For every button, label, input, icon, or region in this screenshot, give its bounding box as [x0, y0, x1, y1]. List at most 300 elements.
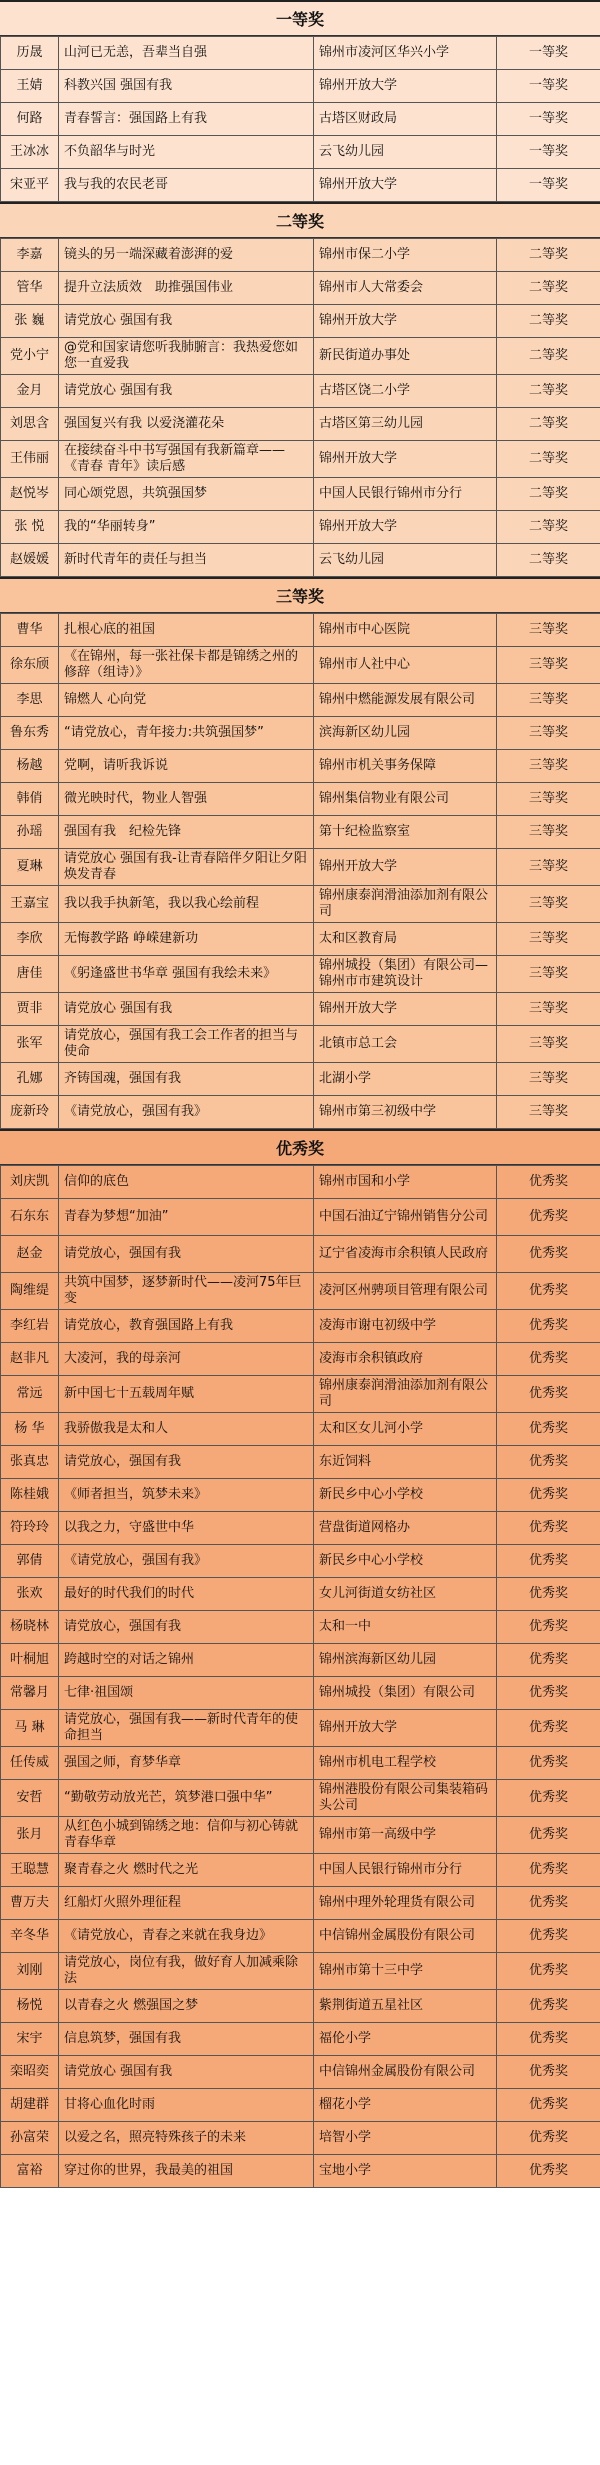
table-row: [1, 1611, 600, 1644]
table-row: [1, 956, 600, 993]
table-row: [1, 886, 600, 923]
winner-name: 杨悦: [1, 1990, 59, 2023]
winner-name: 孙富荣: [1, 2122, 59, 2155]
work-unit: 锦州中理外轮理货有限公司: [314, 1887, 497, 1920]
work-title: 强国之师，育梦华章: [59, 1747, 314, 1780]
award-level: 优秀奖: [497, 1166, 600, 1199]
table-row: [1, 1096, 600, 1129]
work-title: 七律·祖国颂: [59, 1677, 314, 1710]
award-level: 优秀奖: [497, 2023, 600, 2056]
award-level: 一等奖: [497, 103, 600, 136]
table-row: [1, 647, 600, 684]
work-title: 扎根心底的祖国: [59, 614, 314, 647]
award-level: 优秀奖: [497, 1512, 600, 1545]
award-level: 优秀奖: [497, 1479, 600, 1512]
winner-name: 辛冬华: [1, 1920, 59, 1953]
work-title: 强国复兴有我 以爱浇灌花朵: [59, 408, 314, 441]
work-title: 我与我的农民老哥: [59, 169, 314, 202]
work-title: 《在锦州，每一张社保卡都是锦绣之州的修辞（组诗）》: [59, 647, 314, 684]
table-row: [1, 1780, 600, 1817]
work-title: 甘将心血化时雨: [59, 2089, 314, 2122]
award-level: 优秀奖: [497, 1710, 600, 1747]
award-level: 二等奖: [497, 478, 600, 511]
work-title: 我骄傲我是太和人: [59, 1413, 314, 1446]
winner-name: 鲁东秀: [1, 717, 59, 750]
winner-name: 石东东: [1, 1199, 59, 1236]
work-title: 科教兴国 强国有我: [59, 70, 314, 103]
winner-name: 赵悦岑: [1, 478, 59, 511]
work-title: 请党放心 强国有我: [59, 375, 314, 408]
work-unit: 云飞幼儿园: [314, 544, 497, 577]
work-title: 齐铸国魂，强国有我: [59, 1063, 314, 1096]
work-title: 请党放心，强国有我工会工作者的担当与使命: [59, 1026, 314, 1063]
work-unit: 第十纪检监察室: [314, 816, 497, 849]
work-unit: 锦州开放大学: [314, 1710, 497, 1747]
work-unit: 营盘街道网格办: [314, 1512, 497, 1545]
winner-name: 陶维缇: [1, 1273, 59, 1310]
winner-name: 李嘉: [1, 239, 59, 272]
winner-name: 宋宇: [1, 2023, 59, 2056]
work-title: 以爱之名，照亮特殊孩子的未来: [59, 2122, 314, 2155]
work-unit: 北湖小学: [314, 1063, 497, 1096]
work-unit: 锦州开放大学: [314, 169, 497, 202]
work-unit: 锦州市第一高级中学: [314, 1817, 497, 1854]
winner-name: 赵金: [1, 1236, 59, 1273]
work-title: 请党放心，强国有我: [59, 1611, 314, 1644]
work-title: 以青春之火 燃强国之梦: [59, 1990, 314, 2023]
work-unit: 太和一中: [314, 1611, 497, 1644]
work-unit: 新民街道办事处: [314, 338, 497, 375]
award-level: 三等奖: [497, 684, 600, 717]
work-title: 共筑中国梦，逐梦新时代——凌河75年巨变: [59, 1273, 314, 1310]
work-unit: 锦州市第三初级中学: [314, 1096, 497, 1129]
award-level: 一等奖: [497, 70, 600, 103]
table-row: [1, 923, 600, 956]
work-unit: 凌海市谢屯初级中学: [314, 1310, 497, 1343]
work-unit: 培智小学: [314, 2122, 497, 2155]
award-level: 三等奖: [497, 886, 600, 923]
table-row: [1, 1677, 600, 1710]
work-unit: 古塔区第三幼儿园: [314, 408, 497, 441]
award-level: 一等奖: [497, 136, 600, 169]
work-title: “勤敬劳动放光芒，筑梦港口强中华”: [59, 1780, 314, 1817]
award-level: 优秀奖: [497, 1780, 600, 1817]
work-title: 微光映时代，物业人智强: [59, 783, 314, 816]
work-title: 最好的时代我们的时代: [59, 1578, 314, 1611]
work-unit: 锦州中燃能源发展有限公司: [314, 684, 497, 717]
table-row: [1, 338, 600, 375]
award-level: 三等奖: [497, 1063, 600, 1096]
work-title: 《请党放心，青春之来就在我身边》: [59, 1920, 314, 1953]
award-level: 三等奖: [497, 1026, 600, 1063]
award-level: 二等奖: [497, 408, 600, 441]
award-level: 一等奖: [497, 169, 600, 202]
work-unit: 锦州市人社中心: [314, 647, 497, 684]
work-title: 我的“华丽转身”: [59, 511, 314, 544]
winner-name: 叶桐旭: [1, 1644, 59, 1677]
award-level: 优秀奖: [497, 1644, 600, 1677]
work-unit: 锦州市人大常委会: [314, 272, 497, 305]
winner-name: 曹万夫: [1, 1887, 59, 1920]
table-row: [1, 1512, 600, 1545]
award-level: 三等奖: [497, 849, 600, 886]
award-level: 三等奖: [497, 956, 600, 993]
work-title: 镜头的另一端深藏着澎湃的爱: [59, 239, 314, 272]
table-row: [1, 1854, 600, 1887]
work-title: 《请党放心，强国有我》: [59, 1545, 314, 1578]
winner-name: 马 琳: [1, 1710, 59, 1747]
table-row: [1, 103, 600, 136]
work-unit: 凌海市余积镇政府: [314, 1343, 497, 1376]
winner-name: 管华: [1, 272, 59, 305]
work-title: “请党放心，青年接力:共筑强国梦”: [59, 717, 314, 750]
award-level: 优秀奖: [497, 1273, 600, 1310]
work-title: 新时代青年的责任与担当: [59, 544, 314, 577]
winner-name: 王嘉宝: [1, 886, 59, 923]
winner-name: 符玲玲: [1, 1512, 59, 1545]
work-title: 青春为梦想“加油”: [59, 1199, 314, 1236]
winner-name: 杨 华: [1, 1413, 59, 1446]
work-title: 《躬逢盛世书华章 强国有我绘未来》: [59, 956, 314, 993]
table-row: [1, 169, 600, 202]
winner-name: 任传威: [1, 1747, 59, 1780]
winner-name: 常远: [1, 1376, 59, 1413]
award-level: 优秀奖: [497, 1199, 600, 1236]
work-unit: 锦州市机电工程学校: [314, 1747, 497, 1780]
work-unit: 锦州康泰润滑油添加剂有限公司: [314, 1376, 497, 1413]
table-row: [1, 2089, 600, 2122]
work-unit: 锦州开放大学: [314, 305, 497, 338]
winner-name: 党小宁: [1, 338, 59, 375]
work-unit: 锦州开放大学: [314, 70, 497, 103]
work-unit: 锦州市凌河区华兴小学: [314, 37, 497, 70]
work-unit: 福伦小学: [314, 2023, 497, 2056]
work-title: 锦燃人 心向党: [59, 684, 314, 717]
winner-name: 刘思含: [1, 408, 59, 441]
winner-name: 庞新玲: [1, 1096, 59, 1129]
winner-name: 韩俏: [1, 783, 59, 816]
award-level: 二等奖: [497, 441, 600, 478]
award-level: 优秀奖: [497, 1611, 600, 1644]
table-row: [1, 1747, 600, 1780]
work-unit: 锦州市机关事务保障: [314, 750, 497, 783]
work-unit: 辽宁省凌海市余积镇人民政府: [314, 1236, 497, 1273]
work-title: 强国有我 纪检先锋: [59, 816, 314, 849]
table-row: [1, 305, 600, 338]
work-unit: 锦州集信物业有限公司: [314, 783, 497, 816]
work-unit: 凌河区州骋项目管理有限公司: [314, 1273, 497, 1310]
work-unit: 锦州市中心医院: [314, 614, 497, 647]
winner-name: 李红岩: [1, 1310, 59, 1343]
work-unit: 中国人民银行锦州市分行: [314, 1854, 497, 1887]
work-title: 聚青春之火 燃时代之光: [59, 1854, 314, 1887]
table-row: [1, 614, 600, 647]
winner-name: 唐佳: [1, 956, 59, 993]
winner-name: 张军: [1, 1026, 59, 1063]
table-row: [1, 1953, 600, 1990]
award-level: 优秀奖: [497, 1545, 600, 1578]
award-level: 优秀奖: [497, 1376, 600, 1413]
table-row: [1, 70, 600, 103]
work-title: 请党放心 强国有我: [59, 993, 314, 1026]
award-level: 优秀奖: [497, 1887, 600, 1920]
work-title: 山河已无恙，吾辈当自强: [59, 37, 314, 70]
work-unit: 女儿河街道女纺社区: [314, 1578, 497, 1611]
winner-name: 夏琳: [1, 849, 59, 886]
work-unit: 锦州开放大学: [314, 849, 497, 886]
award-level: 优秀奖: [497, 1817, 600, 1854]
table-row: [1, 1479, 600, 1512]
winner-name: 李思: [1, 684, 59, 717]
winner-name: 徐东颀: [1, 647, 59, 684]
award-level: 三等奖: [497, 717, 600, 750]
work-title: 《请党放心，强国有我》: [59, 1096, 314, 1129]
winner-name: 富裕: [1, 2155, 59, 2188]
award-level: 优秀奖: [497, 2056, 600, 2089]
work-title: @党和国家请您听我肺腑言：我热爱您如您一直爱我: [59, 338, 314, 375]
table-row: [1, 544, 600, 577]
table-row: [1, 717, 600, 750]
work-title: 请党放心，强国有我: [59, 1236, 314, 1273]
section-title: 优秀奖: [0, 1129, 600, 1165]
work-title: 请党放心，强国有我: [59, 1446, 314, 1479]
table-row: [1, 1545, 600, 1578]
winner-name: 张 悦: [1, 511, 59, 544]
award-section: [0, 577, 600, 1129]
winner-name: 宋亚平: [1, 169, 59, 202]
winner-name: 杨晓林: [1, 1611, 59, 1644]
work-title: 同心颂党恩，共筑强国梦: [59, 478, 314, 511]
work-title: 从红色小城到锦绣之地：信仰与初心铸就青春华章: [59, 1817, 314, 1854]
award-level: 优秀奖: [497, 2155, 600, 2188]
work-unit: 新民乡中心小学校: [314, 1479, 497, 1512]
work-unit: 滨海新区幼儿园: [314, 717, 497, 750]
table-row: [1, 684, 600, 717]
table-row: [1, 849, 600, 886]
work-title: 在接续奋斗中书写强国有我新篇章——《青春 青年》读后感: [59, 441, 314, 478]
table-row: [1, 1063, 600, 1096]
section-title: 一等奖: [0, 0, 600, 36]
winner-name: 栾昭奕: [1, 2056, 59, 2089]
award-level: 优秀奖: [497, 1446, 600, 1479]
work-title: 新中国七十五载周年赋: [59, 1376, 314, 1413]
award-level: 二等奖: [497, 375, 600, 408]
award-level: 优秀奖: [497, 1578, 600, 1611]
work-unit: 新民乡中心小学校: [314, 1545, 497, 1578]
work-unit: 太和区教育局: [314, 923, 497, 956]
award-table: [0, 36, 600, 202]
work-title: 青春誓言：强国路上有我: [59, 103, 314, 136]
award-section: [0, 202, 600, 577]
award-level: 二等奖: [497, 239, 600, 272]
work-title: 信息筑梦，强国有我: [59, 2023, 314, 2056]
table-row: [1, 1920, 600, 1953]
award-level: 二等奖: [497, 272, 600, 305]
table-row: [1, 1343, 600, 1376]
work-title: 穿过你的世界，我最美的祖国: [59, 2155, 314, 2188]
award-level: 二等奖: [497, 544, 600, 577]
table-row: [1, 1887, 600, 1920]
award-table: [0, 1165, 600, 2188]
award-section: [0, 1129, 600, 2188]
work-unit: 锦州滨海新区幼儿园: [314, 1644, 497, 1677]
winner-name: 赵非凡: [1, 1343, 59, 1376]
award-level: 优秀奖: [497, 1953, 600, 1990]
table-row: [1, 478, 600, 511]
work-unit: 锦州开放大学: [314, 441, 497, 478]
winner-name: 曹华: [1, 614, 59, 647]
table-row: [1, 511, 600, 544]
table-row: [1, 1199, 600, 1236]
award-level: 三等奖: [497, 783, 600, 816]
work-unit: 中国人民银行锦州市分行: [314, 478, 497, 511]
award-level: 三等奖: [497, 750, 600, 783]
award-level: 优秀奖: [497, 1413, 600, 1446]
table-row: [1, 239, 600, 272]
work-title: 请党放心，强国有我——新时代青年的使命担当: [59, 1710, 314, 1747]
work-unit: 锦州开放大学: [314, 511, 497, 544]
table-row: [1, 1166, 600, 1199]
table-row: [1, 1446, 600, 1479]
award-section: [0, 0, 600, 202]
table-row: [1, 1310, 600, 1343]
work-unit: 锦州市第十三中学: [314, 1953, 497, 1990]
winner-name: 胡建群: [1, 2089, 59, 2122]
table-row: [1, 1026, 600, 1063]
award-level: 优秀奖: [497, 2122, 600, 2155]
work-unit: 云飞幼儿园: [314, 136, 497, 169]
award-level: 优秀奖: [497, 1236, 600, 1273]
award-table: [0, 613, 600, 1129]
table-row: [1, 1817, 600, 1854]
work-unit: 东近饲料: [314, 1446, 497, 1479]
award-level: 三等奖: [497, 647, 600, 684]
work-unit: 古塔区饶二小学: [314, 375, 497, 408]
work-title: 红船灯火照外理征程: [59, 1887, 314, 1920]
winner-name: 金月: [1, 375, 59, 408]
winner-name: 何路: [1, 103, 59, 136]
table-row: [1, 1644, 600, 1677]
award-level: 优秀奖: [497, 1343, 600, 1376]
winner-name: 安哲: [1, 1780, 59, 1817]
table-row: [1, 750, 600, 783]
winner-name: 王伟丽: [1, 441, 59, 478]
table-row: [1, 1236, 600, 1273]
winner-name: 孙瑶: [1, 816, 59, 849]
work-unit: 古塔区财政局: [314, 103, 497, 136]
table-row: [1, 1990, 600, 2023]
award-level: 优秀奖: [497, 1310, 600, 1343]
table-row: [1, 993, 600, 1026]
work-unit: 宝地小学: [314, 2155, 497, 2188]
award-level: 二等奖: [497, 305, 600, 338]
table-row: [1, 1710, 600, 1747]
work-title: 跨越时空的对话之锦州: [59, 1644, 314, 1677]
winner-name: 历晟: [1, 37, 59, 70]
award-level: 二等奖: [497, 511, 600, 544]
work-unit: 锦州康泰润滑油添加剂有限公司: [314, 886, 497, 923]
winner-name: 常馨月: [1, 1677, 59, 1710]
table-row: [1, 375, 600, 408]
award-level: 三等奖: [497, 1096, 600, 1129]
winner-name: 赵媛媛: [1, 544, 59, 577]
work-title: 以我之力，守盛世中华: [59, 1512, 314, 1545]
work-unit: 锦州开放大学: [314, 993, 497, 1026]
winner-name: 王聪慧: [1, 1854, 59, 1887]
winner-name: 郭倩: [1, 1545, 59, 1578]
table-row: [1, 272, 600, 305]
winner-name: 刘刚: [1, 1953, 59, 1990]
work-unit: 中信锦州金属股份有限公司: [314, 2056, 497, 2089]
work-title: 我以我手执新笔，我以我心绘前程: [59, 886, 314, 923]
work-title: 信仰的底色: [59, 1166, 314, 1199]
table-row: [1, 1578, 600, 1611]
award-level: 三等奖: [497, 614, 600, 647]
winner-name: 孔娜: [1, 1063, 59, 1096]
table-row: [1, 1273, 600, 1310]
winner-name: 张欢: [1, 1578, 59, 1611]
winner-name: 张 巍: [1, 305, 59, 338]
winner-name: 李欣: [1, 923, 59, 956]
work-unit: 锦州市国和小学: [314, 1166, 497, 1199]
award-table: [0, 238, 600, 577]
award-level: 二等奖: [497, 338, 600, 375]
work-title: 《师者担当，筑梦未来》: [59, 1479, 314, 1512]
award-level: 优秀奖: [497, 1990, 600, 2023]
award-level: 一等奖: [497, 37, 600, 70]
work-unit: 锦州城投（集团）有限公司: [314, 1677, 497, 1710]
work-unit: 榴花小学: [314, 2089, 497, 2122]
work-title: 党啊，请听我诉说: [59, 750, 314, 783]
work-unit: 紫荆街道五星社区: [314, 1990, 497, 2023]
work-title: 不负韶华与时光: [59, 136, 314, 169]
work-unit: 北镇市总工会: [314, 1026, 497, 1063]
work-title: 请党放心 强国有我-让青春陪伴夕阳让夕阳焕发青春: [59, 849, 314, 886]
award-level: 三等奖: [497, 816, 600, 849]
winner-name: 刘庆凯: [1, 1166, 59, 1199]
award-level: 优秀奖: [497, 1920, 600, 1953]
table-row: [1, 136, 600, 169]
work-unit: 锦州市保二小学: [314, 239, 497, 272]
table-row: [1, 2023, 600, 2056]
winner-name: 张月: [1, 1817, 59, 1854]
table-row: [1, 37, 600, 70]
work-title: 无悔教学路 峥嵘建新功: [59, 923, 314, 956]
work-unit: 太和区女儿河小学: [314, 1413, 497, 1446]
table-row: [1, 2155, 600, 2188]
table-row: [1, 441, 600, 478]
table-row: [1, 408, 600, 441]
table-row: [1, 2122, 600, 2155]
work-title: 请党放心，教育强国路上有我: [59, 1310, 314, 1343]
work-title: 请党放心 强国有我: [59, 2056, 314, 2089]
table-row: [1, 2056, 600, 2089]
work-title: 大凌河，我的母亲河: [59, 1343, 314, 1376]
work-title: 提升立法质效 助推强国伟业: [59, 272, 314, 305]
table-row: [1, 1413, 600, 1446]
table-row: [1, 783, 600, 816]
table-row: [1, 1376, 600, 1413]
work-title: 请党放心，岗位有我，做好育人加减乘除法: [59, 1953, 314, 1990]
winner-name: 陈桂娥: [1, 1479, 59, 1512]
award-level: 三等奖: [497, 993, 600, 1026]
table-row: [1, 816, 600, 849]
award-level: 优秀奖: [497, 1677, 600, 1710]
winner-name: 王冰冰: [1, 136, 59, 169]
winner-name: 贾非: [1, 993, 59, 1026]
work-unit: 中国石油辽宁锦州销售分公司: [314, 1199, 497, 1236]
section-title: 二等奖: [0, 202, 600, 238]
